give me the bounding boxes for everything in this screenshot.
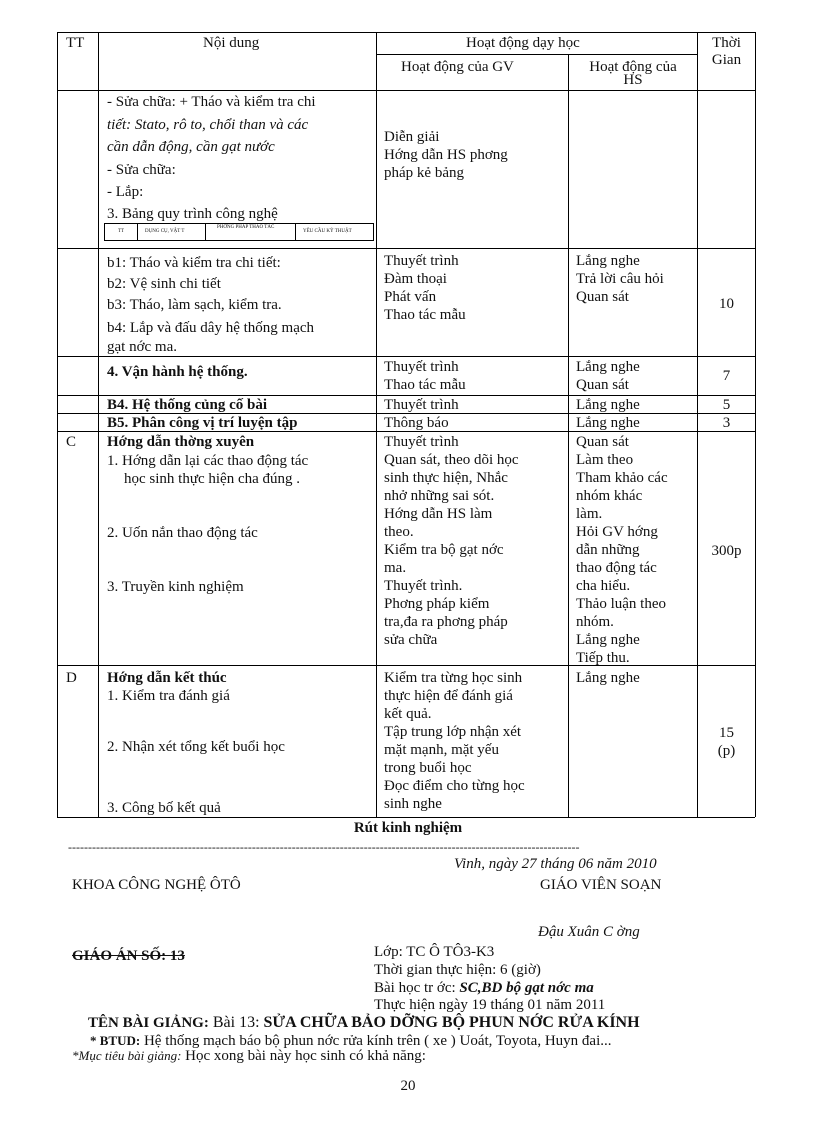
row2-gv-4: Thao tác mẫu bbox=[384, 307, 466, 323]
dashed-line: -------------------------------------------------------------------------------------------------------------------------------- bbox=[68, 841, 580, 853]
row3-gv-2: Thao tác mẫu bbox=[384, 377, 466, 393]
header-hs-line1: Hoạt động của bbox=[589, 59, 677, 75]
row2-hs-2: Trả lời câu hỏi bbox=[576, 271, 664, 287]
rowD-item1: 1. Kiểm tra đánh giá bbox=[107, 688, 230, 704]
row1-line3: cần dẫn động, cần gạt nước bbox=[107, 139, 275, 155]
row5-content: B5. Phân công vị trí luyện tập bbox=[107, 415, 298, 431]
row3-content: 4. Vận hành hệ thống. bbox=[107, 364, 248, 380]
row1-line4: - Sửa chữa: bbox=[107, 162, 176, 178]
plan-class: Lớp: TC Ô TÔ3-K3 bbox=[374, 944, 495, 960]
row2-hs-1: Lắng nghe bbox=[576, 253, 640, 269]
row5-time: 3 bbox=[722, 415, 731, 431]
row2-step4-cont: gạt nớc ma. bbox=[107, 339, 177, 355]
btud-line: * BTUD: Hệ thống mạch báo bộ phun nớc rửa kính trên ( xe ) Uoát, Toyota, Huyn đai... bbox=[90, 1033, 612, 1049]
row1-gv-3: pháp kẻ bảng bbox=[384, 165, 464, 181]
rowC-title: Hớng dẫn thờng xuyên bbox=[107, 434, 255, 450]
rowC-tt: C bbox=[66, 434, 77, 450]
row4-time: 5 bbox=[722, 397, 731, 413]
rowC-hs: Quan sát Làm theo Tham khảo các nhóm khác làm. Hỏi GV hớng dẫn những thao động tác cha hiểu. Thảo luận theo nhóm. Lắng nghe Tiếp thu. bbox=[576, 434, 668, 666]
header-gv: Hoạt động của GV bbox=[401, 59, 514, 75]
rowC-time: 300p bbox=[711, 543, 742, 559]
row3-gv-1: Thuyết trình bbox=[384, 359, 459, 375]
row2-step3: b3: Tháo, làm sạch, kiểm tra. bbox=[107, 297, 282, 313]
rowD-gv: Kiểm tra từng học sinh thực hiện để đánh giá kết quả. Tập trung lớp nhận xét mặt mạnh, mặt yếu trong buổi học Đọc điểm cho từng học sinh nghe bbox=[384, 670, 525, 812]
header-time bbox=[698, 35, 755, 69]
row3-time: 7 bbox=[722, 368, 731, 384]
header-time-line2: Gian bbox=[711, 52, 742, 68]
row2-step1: b1: Tháo và kiểm tra chi tiết: bbox=[107, 255, 281, 271]
teacher-title: GIÁO VIÊN SOẠN bbox=[540, 877, 662, 893]
row5-gv: Thông báo bbox=[384, 415, 449, 431]
rut-kinh-nghiem: Rút kinh nghiệm bbox=[353, 820, 463, 836]
row2-time: 10 bbox=[719, 296, 734, 312]
header-activities: Hoạt động dạy học bbox=[466, 35, 580, 51]
objective-line: *Mục tiêu bài giảng: Học xong bài này học sinh có khả năng: bbox=[72, 1048, 426, 1064]
header-content: Nội dung bbox=[203, 35, 260, 51]
header-hs bbox=[570, 59, 696, 89]
teacher-name: Đậu Xuân C ờng bbox=[538, 924, 640, 940]
rowC-gv: Thuyết trình Quan sát, theo dõi học sinh thực hiện, Nhắc nhở những sai sót. Hớng dẫn HS làm theo. Kiểm tra bộ gạt nớc ma. Thuyết trình. Phơng pháp kiểm tra,đa ra phơng pháp sửa chữa bbox=[384, 434, 519, 648]
row2-gv-2: Đàm thoại bbox=[384, 271, 447, 287]
rowD-title: Hớng dẫn kết thúc bbox=[107, 670, 227, 686]
plan-date: Thực hiện ngày 19 tháng 01 năm 2011 bbox=[374, 997, 606, 1013]
mini-col-method: PHƠNG PHÁP THAO TÁC bbox=[217, 225, 275, 230]
row1-line6: 3. Bảng quy trình công nghệ bbox=[107, 206, 278, 222]
plan-duration: Thời gian thực hiện: 6 (giờ) bbox=[374, 962, 541, 978]
rowC-item3: 3. Truyền kinh nghiệm bbox=[107, 579, 244, 595]
plan-number: GIÁO ÁN SỐ: 13 bbox=[72, 948, 185, 964]
header-hs-line2: HS bbox=[623, 72, 643, 88]
mini-col-tools: DỤNG CỤ, VẬT T bbox=[145, 229, 185, 234]
rowC-item1-cont: học sinh thực hiện cha đúng . bbox=[124, 471, 301, 487]
row2-step2: b2: Vệ sinh chi tiết bbox=[107, 276, 221, 292]
rowD-item2: 2. Nhận xét tổng kết buổi học bbox=[107, 739, 285, 755]
row2-hs-3: Quan sát bbox=[576, 289, 629, 305]
header-time-line1: Thời bbox=[712, 35, 741, 51]
row1-gv-2: Hớng dẫn HS phơng bbox=[384, 147, 508, 163]
rowD-tt: D bbox=[66, 670, 77, 686]
rowD-time: 15 (p) bbox=[717, 725, 736, 759]
row2-gv-1: Thuyết trình bbox=[384, 253, 459, 269]
rowC-item2: 2. Uốn nắn thao động tác bbox=[107, 525, 258, 541]
department: KHOA CÔNG NGHỆ ÔTÔ bbox=[72, 877, 241, 893]
plan-prev-lesson: Bài học tr ớc: SC,BD bộ gạt nớc ma bbox=[374, 980, 594, 996]
rowC-item1: 1. Hớng dẫn lại các thao động tác bbox=[107, 453, 309, 469]
lesson-title-line: TÊN BÀI GIẢNG: Bài 13: SỬA CHỮA BẢO DỠNG BỘ PHUN NỚC RỬA KÍNH bbox=[88, 1014, 640, 1031]
row4-hs: Lắng nghe bbox=[576, 397, 640, 413]
mini-process-table bbox=[104, 223, 374, 241]
footer-date: Vinh, ngày 27 tháng 06 năm 2010 bbox=[454, 856, 657, 872]
row2-gv-3: Phát vấn bbox=[384, 289, 437, 305]
rowD-hs: Lắng nghe bbox=[576, 670, 640, 686]
row4-content: B4. Hệ thống củng cố bài bbox=[107, 397, 268, 413]
row3-hs-1: Lắng nghe bbox=[576, 359, 640, 375]
row1-line5: - Lắp: bbox=[107, 184, 144, 200]
row1-line1: - Sửa chữa: + Tháo và kiểm tra chi bbox=[107, 94, 316, 110]
row3-hs-2: Quan sát bbox=[576, 377, 629, 393]
mini-col-requirements: YÊU CẦU KỸ THUẬT bbox=[303, 229, 352, 234]
page-number: 20 bbox=[400, 1078, 416, 1094]
row1-gv-1: Diễn giải bbox=[384, 129, 440, 145]
row1-line2: tiết: Stato, rô to, chổi than và các bbox=[107, 117, 309, 133]
row4-gv: Thuyết trình bbox=[384, 397, 459, 413]
rowD-item3: 3. Công bố kết quả bbox=[107, 800, 221, 816]
row2-step4: b4: Lắp và đấu dây hệ thống mạch bbox=[107, 320, 315, 336]
header-tt: TT bbox=[66, 35, 85, 51]
row5-hs: Lắng nghe bbox=[576, 415, 640, 431]
mini-col-tt: TT bbox=[118, 229, 125, 234]
